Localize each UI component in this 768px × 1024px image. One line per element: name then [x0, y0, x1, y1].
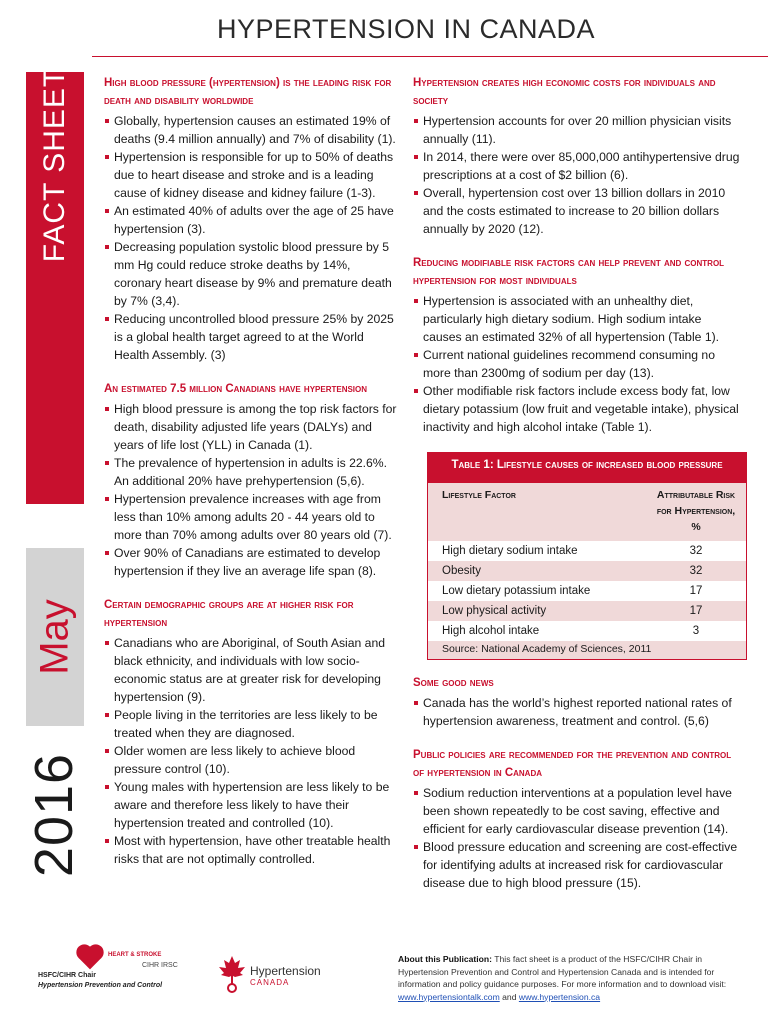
link-separator: and — [499, 991, 519, 1002]
about-label: About this Publication: — [398, 954, 493, 964]
table-cell-factor: High alcohol intake — [442, 625, 540, 637]
table-row — [428, 561, 746, 581]
table-cell-factor: Low dietary potassium intake — [442, 585, 591, 597]
page-title: HYPERTENSION IN CANADA — [216, 14, 596, 44]
bullet-item: Most with hypertension, have other treatable health risks that are not optimally controlled. — [104, 832, 398, 868]
section-heading: Some good news — [413, 677, 494, 689]
section — [413, 674, 743, 730]
table-row — [428, 621, 746, 641]
table-row — [428, 601, 746, 621]
maple-leaf-icon — [218, 954, 246, 994]
bullet-item: Young males with hypertension are less likely to be aware and therefore less likely to have their hypertension treated and controlled (10). — [104, 778, 398, 832]
table-source: Source: National Academy of Sciences, 2011 — [428, 641, 746, 659]
bullet-item: Reducing uncontrolled blood pressure 25% by 2025 is a global health target agreed to at the World Health Assembly. (3) — [104, 310, 398, 364]
logo-country: CANADA — [250, 978, 290, 987]
table-cell-factor: High dietary sodium intake — [442, 545, 578, 557]
table-header-factor: Lifestyle Factor — [442, 489, 516, 501]
table-row — [428, 541, 746, 561]
heart-icon — [79, 947, 102, 970]
hypertension-canada-logo — [218, 954, 328, 998]
section-heading: High blood pressure (hypertension) is the leading risk for death and disability worldwide — [104, 77, 392, 107]
section-heading: Certain demographic groups are at higher risk for hypertension — [104, 599, 354, 629]
bullet-item: Decreasing population systolic blood pressure by 5 mm Hg could reduce stroke deaths by 14%, coronary heart disease by 9% and premature death by 7% (3,4). — [104, 238, 398, 310]
bullet-item: Canadians who are Aboriginal, of South Asian and black ethnicity, and individuals with low socio-economic status are at greater risk for developing hypertension (9). — [104, 634, 398, 706]
section-heading: Public policies are recommended for the prevention and control of hypertension in Canada — [413, 749, 732, 779]
hsfc-cihr-logo — [38, 950, 178, 996]
table-cell-value: 17 — [689, 585, 703, 597]
bullet-item: Over 90% of Canadians are estimated to develop hypertension if they live an average life span (8). — [104, 544, 398, 580]
table-cell-value: 3 — [692, 625, 700, 637]
table-cell-value: 32 — [689, 545, 703, 557]
section — [413, 74, 743, 238]
bullet-list — [413, 694, 743, 730]
bullet-item: Blood pressure education and screening are cost-effective for identifying adults at increased risk for cardiovascular disease due to high blood pressure (15). — [413, 838, 743, 892]
link-hypertensiontalk[interactable]: www.hypertensiontalk.com — [398, 991, 500, 1002]
table-cell-factor: Obesity — [442, 565, 481, 577]
bullet-item: Hypertension prevalence increases with age from less than 10% among adults 20 - 44 years old to more than 70% among adults over 80 years old (7). — [104, 490, 398, 544]
bullet-item: Current national guidelines recommend consuming no more than 2300mg of sodium per day (13). — [413, 346, 743, 382]
bullet-item: An estimated 40% of adults over the age of 25 have hypertension (3). — [104, 202, 398, 238]
section — [104, 380, 398, 580]
bullet-list — [413, 784, 743, 892]
bullet-item: In 2014, there were over 85,000,000 antihypertensive drug prescriptions at a cost of $2 billion (6). — [413, 148, 743, 184]
section — [413, 746, 743, 892]
section-heading: An estimated 7.5 million Canadians have hypertension — [104, 383, 368, 395]
bullet-item: Hypertension is responsible for up to 50% of deaths due to heart disease and stroke and is a leading cause of kidney disease and kidney failure (1-3). — [104, 148, 398, 202]
bullet-item: Globally, hypertension causes an estimated 19% of deaths (9.4 million annually) and 7% of disability (1). — [104, 112, 398, 148]
bullet-item: Sodium reduction interventions at a population level have been shown repeatedly to be cost saving, effective and efficient for early cardiovascular disease prevention (14). — [413, 784, 743, 838]
section — [413, 254, 743, 436]
bullet-item: Hypertension is associated with an unhealthy diet, particularly high dietary sodium. High sodium intake causes an estimated 32% of all hypertension (Table 1). — [413, 292, 743, 346]
table-header-risk: Attributable Risk for Hypertension, % — [656, 489, 736, 533]
title-divider — [92, 56, 768, 57]
cihr-wordmark: CIHR IRSC — [142, 962, 178, 969]
table-caption: Table 1: Lifestyle causes of increased blood pressure — [428, 453, 746, 483]
right-column — [413, 74, 743, 908]
bullet-item: People living in the territories are less likely to be treated when they are diagnosed. — [104, 706, 398, 742]
chair-label: HSFC/CIHR Chair — [38, 972, 96, 979]
section-heading: Reducing modifiable risk factors can help prevent and control hypertension for most individuals — [413, 257, 725, 287]
bullet-list — [104, 400, 398, 580]
section — [104, 596, 398, 868]
bullet-item: High blood pressure is among the top risk factors for death, disability adjusted life years (DALYs) and years of life lost (YLL) in Canada (1). — [104, 400, 398, 454]
risk-factor-table — [427, 452, 747, 660]
bullet-item: Overall, hypertension cost over 13 billion dollars in 2010 and the costs estimated to increase to 20 billion dollars annually by 2020 (12). — [413, 184, 743, 238]
about-text: This fact sheet is a product of the HSFC/CIHR Chair in Hypertension Prevention and Control and Hypertension Canada and is intended for information and policy guidance purposes. For more information and to download visit: — [398, 954, 727, 989]
fact-sheet-label: FACT SHEET — [38, 67, 71, 263]
link-hypertension-ca[interactable]: www.hypertension.ca — [518, 991, 601, 1002]
bullet-item: Canada has the world’s highest reported national rates of hypertension awareness, treatment and control. (5,6) — [413, 694, 743, 730]
publication-year: 2016 — [24, 752, 84, 878]
bullet-list — [413, 112, 743, 238]
about-publication — [398, 953, 744, 1003]
logo-name: Hypertension — [250, 964, 321, 978]
table-header-row — [428, 483, 746, 541]
heart-stroke-wordmark: HEART & STROKE — [108, 952, 162, 958]
bullet-item: Older women are less likely to achieve blood pressure control (10). — [104, 742, 398, 778]
left-column — [104, 74, 398, 884]
section-heading: Hypertension creates high economic costs for individuals and society — [413, 77, 716, 107]
bullet-list — [104, 112, 398, 364]
table-cell-factor: Low physical activity — [442, 605, 547, 617]
bullet-item: The prevalence of hypertension in adults is 22.6%. An additional 20% have prehypertension (5,6). — [104, 454, 398, 490]
program-label: Hypertension Prevention and Control — [38, 982, 163, 989]
bullet-list — [104, 634, 398, 868]
bullet-item: Hypertension accounts for over 20 million physician visits annually (11). — [413, 112, 743, 148]
publication-month: May — [32, 599, 77, 675]
section — [104, 74, 398, 364]
bullet-item: Other modifiable risk factors include excess body fat, low dietary potassium (low fruit and vegetable intake), physical inactivity and high alcohol intake (Table 1). — [413, 382, 743, 436]
table-row — [428, 581, 746, 601]
table-cell-value: 17 — [689, 605, 703, 617]
bullet-list — [413, 292, 743, 436]
table-cell-value: 32 — [689, 565, 703, 577]
